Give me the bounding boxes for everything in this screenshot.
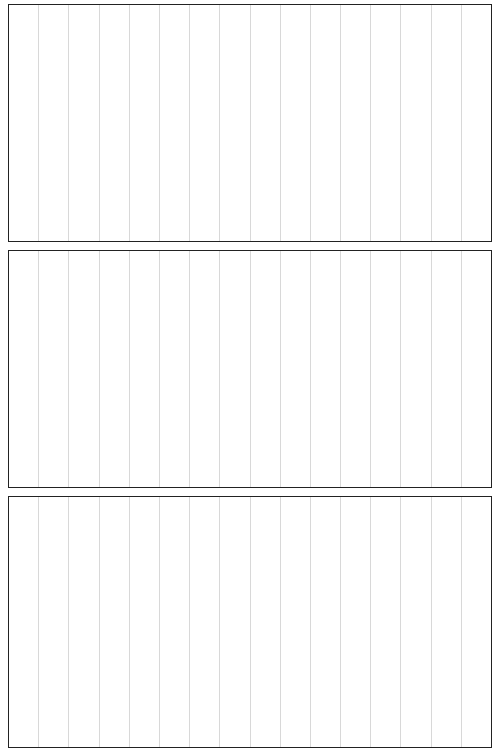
upper-text-columns xyxy=(9,5,491,241)
text-column xyxy=(9,497,38,747)
text-column xyxy=(280,251,310,487)
text-column xyxy=(159,251,189,487)
middle-register xyxy=(8,250,492,488)
text-column xyxy=(68,5,98,241)
text-column xyxy=(99,497,129,747)
text-column xyxy=(310,251,340,487)
text-column xyxy=(310,5,340,241)
text-column xyxy=(68,251,98,487)
text-column xyxy=(461,5,491,241)
middle-text-columns xyxy=(9,251,491,487)
text-column xyxy=(68,497,98,747)
text-column xyxy=(38,5,68,241)
text-column xyxy=(280,497,310,747)
text-column xyxy=(99,5,129,241)
text-column xyxy=(38,497,68,747)
text-column xyxy=(250,5,280,241)
text-column xyxy=(219,5,249,241)
text-column xyxy=(250,251,280,487)
text-column xyxy=(129,497,159,747)
text-column xyxy=(9,5,38,241)
upper-register xyxy=(8,4,492,242)
text-column xyxy=(38,251,68,487)
text-column xyxy=(129,5,159,241)
text-column xyxy=(370,497,400,747)
text-column xyxy=(219,497,249,747)
text-column xyxy=(189,251,219,487)
text-column xyxy=(129,251,159,487)
text-column xyxy=(431,5,461,241)
lower-register xyxy=(8,496,492,748)
text-column xyxy=(340,497,370,747)
text-column xyxy=(159,497,189,747)
lower-text-columns xyxy=(9,497,491,747)
text-column xyxy=(280,5,310,241)
text-column xyxy=(189,5,219,241)
text-column xyxy=(250,497,280,747)
text-column xyxy=(461,497,491,747)
text-column xyxy=(461,251,491,487)
text-column xyxy=(340,251,370,487)
text-column xyxy=(400,5,430,241)
text-column xyxy=(431,251,461,487)
text-column xyxy=(370,251,400,487)
text-column xyxy=(310,497,340,747)
text-column xyxy=(9,251,38,487)
text-column xyxy=(370,5,400,241)
text-column xyxy=(159,5,189,241)
text-column xyxy=(400,497,430,747)
text-column xyxy=(340,5,370,241)
text-column xyxy=(219,251,249,487)
text-column xyxy=(431,497,461,747)
text-column xyxy=(400,251,430,487)
text-column xyxy=(99,251,129,487)
text-column xyxy=(189,497,219,747)
